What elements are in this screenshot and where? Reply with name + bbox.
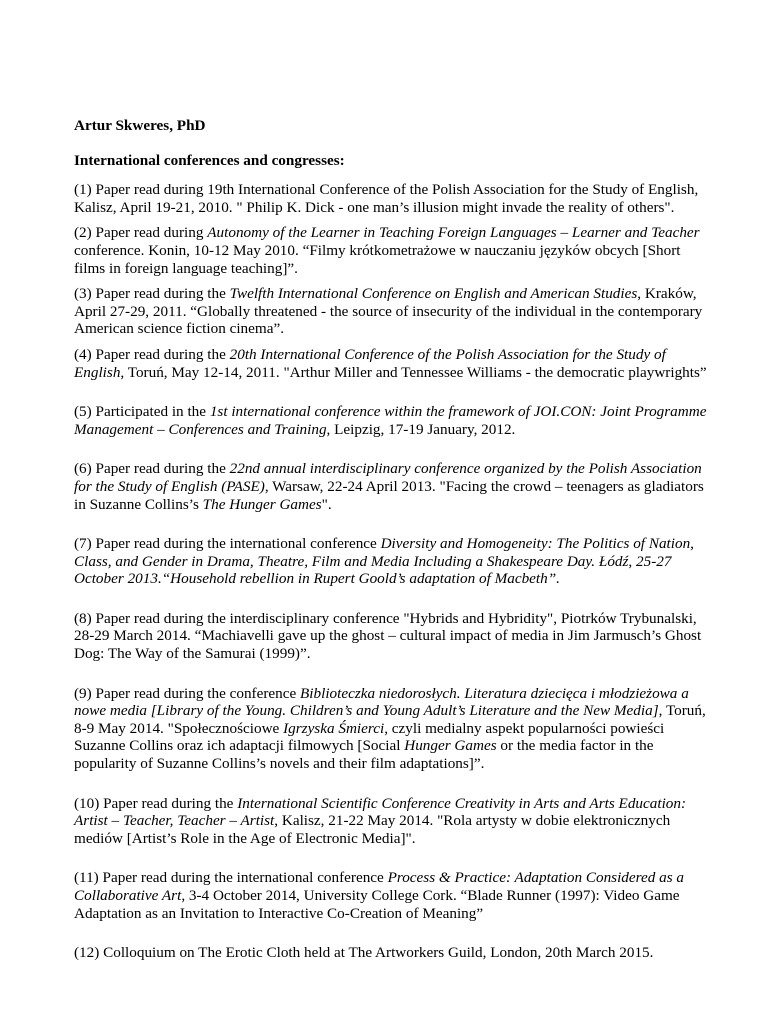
entry-text: , Toruń, 8-9 May 2014. "Społecznościowe — [74, 702, 706, 737]
entry-text: , Kalisz, 21-22 May 2014. "Rola artysty w dobie elektronicznych mediów [Artist’s Role in the Age of Electronic Media]". — [74, 812, 671, 847]
conference-entry-10 — [74, 795, 714, 848]
entry-text: (6) Paper read during the — [74, 460, 230, 478]
entry-text: (1) Paper read during 19th International Conference of the Polish Association for the Study of English, Kalisz, April 19-21, 2010. " Philip K. Dick - one man’s illusion might invade the reality of others". — [74, 181, 699, 216]
conference-entry-8 — [74, 610, 714, 663]
entry-text: (8) Paper read during the interdisciplinary conference "Hybrids and Hybridity", Piotrków Trybunalski, 28-29 March 2014. “Machiavelli gave up the ghost – cultural impact of media in Jim Jarmusch’s Ghost Dog: The Way of the Samurai (1999)”. — [74, 609, 702, 663]
conference-entry-4 — [74, 346, 714, 381]
conference-name: International Scientific Conference Creativity in Arts and Arts Education: Artist – Teacher, Teacher – Artist — [74, 794, 687, 830]
entry-text: (9) Paper read during the conference — [74, 684, 301, 702]
entry-text: , Toruń, May 12-14, 2011. "Arthur Miller and Tennessee Williams - the democratic playwrights” — [120, 363, 707, 381]
conference-entry-9 — [74, 685, 714, 773]
conference-entry-6 — [74, 460, 714, 513]
conference-entry-12 — [74, 944, 714, 962]
conference-entry-11 — [74, 869, 714, 922]
entry-text: , czyli medialny aspekt popularności powieści Suzanne Collins oraz ich adaptacji filmowych [Social — [74, 719, 665, 755]
entry-text: , Leipzig, 17-19 January, 2012. — [326, 420, 516, 438]
work-title: Igrzyska Śmierci — [283, 719, 385, 737]
work-title: Hunger Games — [404, 737, 497, 755]
entry-text: or the media factor in the popularity of Suzanne Collins’s novels and their film adaptations]”. — [74, 737, 654, 773]
entry-text: (12) Colloquium on The Erotic Cloth held at The Artworkers Guild, London, 20th March 2015. — [74, 944, 654, 962]
conference-name: Twelfth International Conference on English and American Studies — [229, 285, 638, 303]
entry-text: ". — [321, 495, 332, 513]
entry-text: (11) Paper read during the international conference — [74, 869, 388, 887]
entry-text: (2) Paper read during — [74, 224, 208, 242]
entry-text: (10) Paper read during the — [74, 794, 238, 812]
entry-text: (4) Paper read during the — [74, 345, 230, 363]
conference-entry-2 — [74, 224, 714, 277]
conference-name: Biblioteczka niedorosłych. Literatura dziecięca i młodzieżowa a nowe media [Library of the Young. Children’s and Young Adult’s Literature and the New Media] — [74, 684, 689, 720]
entry-text: , Kraków, April 27-29, 2011. “Globally threatened - the source of insecurity of the individual in the contemporary American science fiction cinema”. — [74, 285, 703, 338]
conference-name: 20th International Conference of the Polish Association for the Study of English — [74, 345, 666, 381]
entry-text: , Warsaw, 22-24 April 2013. "Facing the crowd – teenagers as gladiators in Suzanne Collins’s — [74, 477, 704, 513]
entry-text: conference. Konin, 10-12 May 2010. “Filmy krótkometrażowe w nauczaniu języków obcych [Short films in foreign language teaching]”. — [74, 241, 681, 277]
conference-entry-7 — [74, 535, 714, 588]
section-title: International conferences and congresses: — [74, 151, 345, 169]
entry-text: (7) Paper read during the international conference — [74, 535, 381, 553]
document-page — [74, 117, 714, 962]
conference-entry-3 — [74, 285, 714, 338]
author-name: Artur Skweres, PhD — [74, 117, 206, 134]
entry-text: (3) Paper read during the — [74, 285, 230, 303]
work-title: The Hunger Games — [202, 495, 322, 513]
entry-text: , 3-4 October 2014, University College Cork. “Blade Runner (1997): Video Game Adaptation as an Invitation to Interactive Co-Creation of Meaning” — [74, 887, 680, 922]
conference-name: Autonomy of the Learner in Teaching Foreign Languages – Learner and Teacher — [207, 224, 700, 242]
conference-entry-5 — [74, 403, 714, 438]
conference-name: 1st international conference within the framework of JOI.CON: Joint Programme Management – Conferences and Training — [74, 403, 707, 438]
entry-text: (5) Participated in the — [74, 403, 210, 421]
conference-name: Process & Practice: Adaptation Considered as a Collaborative Art — [74, 869, 684, 904]
conference-name: Diversity and Homogeneity: The Politics of Nation, Class, and Gender in Drama, Theatre, Film and Media Including a Shakespeare Day. Łódź, 25-27 October 2013.“Household rebellion in Rupert Goold’s adaptation of Macbeth”. — [74, 535, 694, 588]
conference-name: 22nd annual interdisciplinary conference organized by the Polish Association for the Study of English (PASE) — [74, 460, 702, 495]
conference-entry-1 — [74, 181, 714, 216]
